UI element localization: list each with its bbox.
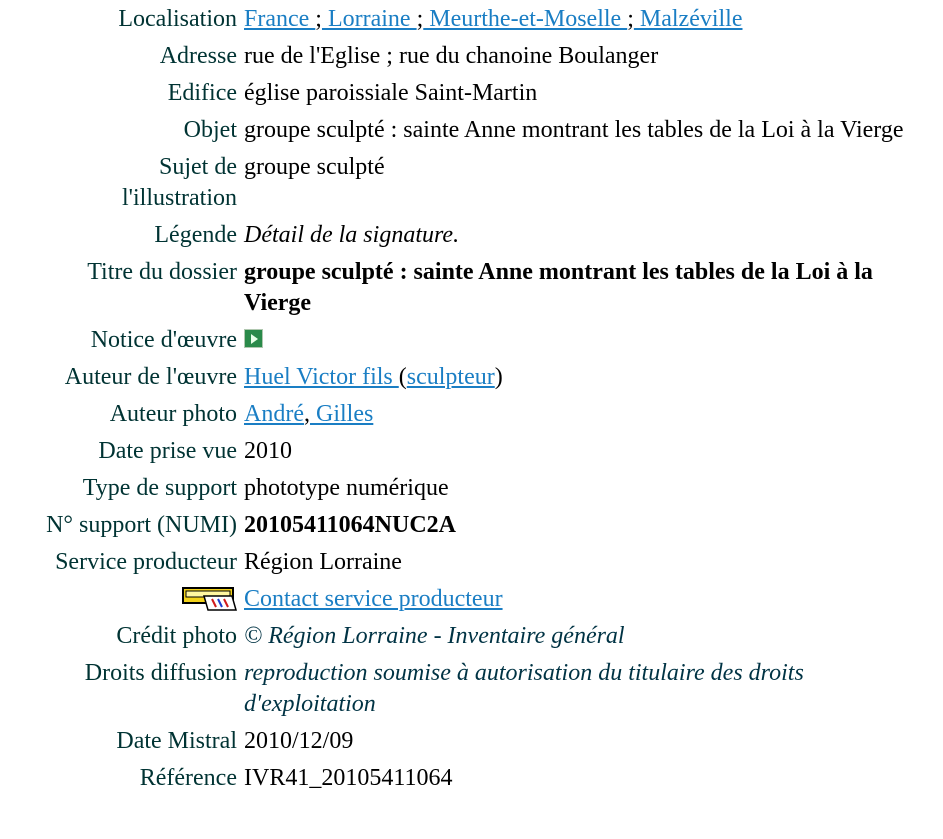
row-auteur-photo [0,399,943,430]
comma: , [303,401,310,427]
label-edifice: Edifice [167,80,237,106]
value-titre-dossier: groupe sculpté : sainte Anne montrant les tables de la Loi à la Vierge [244,259,873,316]
link-auteur-name[interactable]: Huel Victor fils [244,364,399,390]
value-localisation [244,4,943,35]
value-objet: groupe sculpté : sainte Anne montrant les tables de la Loi à la Vierge [244,117,904,143]
contact-icon-cell [0,584,244,615]
label-credit-photo: Crédit photo [116,623,237,649]
row-localisation [0,4,943,35]
link-department[interactable]: Meurthe-et-Moselle [423,6,628,32]
paren-close: ) [494,364,503,390]
link-region[interactable]: Lorraine [321,6,417,32]
row-numero-support [0,510,943,541]
row-contact [0,584,943,615]
separator: ; [315,6,322,32]
label-numero-support: N° support (NUMI) [46,512,237,538]
value-date-mistral: 2010/12/09 [244,728,354,754]
link-commune[interactable]: Malzéville [633,6,743,32]
row-titre-dossier [0,257,943,319]
label-localisation: Localisation [118,6,237,32]
link-country[interactable]: France [244,6,316,32]
label-sujet [0,152,244,214]
row-droits-diffusion [0,658,943,720]
label-sujet-line1: Sujet de [159,154,237,180]
link-photographer-last[interactable]: André [244,401,304,427]
row-objet [0,115,943,146]
value-reference: IVR41_20105411064 [244,765,453,791]
label-titre-dossier: Titre du dossier [87,259,237,285]
play-arrow-icon[interactable] [244,329,263,348]
paren-open: ( [398,364,407,390]
row-credit-photo [0,621,943,652]
value-notice-oeuvre [244,325,943,356]
separator: ; [627,6,634,32]
label-auteur-oeuvre: Auteur de l'œuvre [64,364,237,390]
row-type-support [0,473,943,504]
label-reference: Référence [139,765,237,791]
row-edifice [0,78,943,109]
label-date-mistral: Date Mistral [116,728,237,754]
label-date-prise-vue: Date prise vue [98,438,237,464]
record-details [0,4,943,800]
row-auteur-oeuvre [0,362,943,393]
value-numero-support: 20105411064NUC2A [244,512,457,538]
row-legende [0,220,943,251]
row-sujet [0,152,943,214]
separator: ; [416,6,424,32]
row-reference [0,763,943,794]
label-legende: Légende [154,222,237,248]
value-sujet: groupe sculpté [244,154,385,180]
label-type-support: Type de support [82,475,237,501]
link-auteur-role[interactable]: sculpteur [406,364,495,390]
row-date-mistral [0,726,943,757]
value-legende: Détail de la signature. [244,222,460,248]
contact-service-link[interactable]: Contact service producteur [244,586,503,612]
value-type-support: phototype numérique [244,475,449,501]
label-sujet-line2: l'illustration [122,185,237,211]
row-service-producteur [0,547,943,578]
mail-envelope-icon[interactable] [182,586,237,612]
label-droits-diffusion: Droits diffusion [84,660,237,686]
row-date-prise-vue [0,436,943,467]
label-auteur-photo: Auteur photo [109,401,237,427]
value-credit-photo: © Région Lorraine - Inventaire général [244,623,625,649]
link-photographer-first[interactable]: Gilles [309,401,374,427]
value-adresse: rue de l'Eglise ; rue du chanoine Boulanger [244,43,659,69]
value-droits-diffusion: reproduction soumise à autorisation du titulaire des droits d'exploitation [244,660,804,717]
value-date-prise-vue: 2010 [244,438,292,464]
row-notice-oeuvre [0,325,943,356]
label-service-producteur: Service producteur [55,549,237,575]
label-adresse: Adresse [159,43,237,69]
value-auteur-oeuvre [244,362,943,393]
label-notice-oeuvre: Notice d'œuvre [90,327,237,353]
value-service-producteur: Région Lorraine [244,549,402,575]
label-objet: Objet [183,117,237,143]
value-edifice: église paroissiale Saint-Martin [244,80,538,106]
value-contact [244,584,943,615]
row-adresse [0,41,943,72]
value-auteur-photo [244,399,943,430]
